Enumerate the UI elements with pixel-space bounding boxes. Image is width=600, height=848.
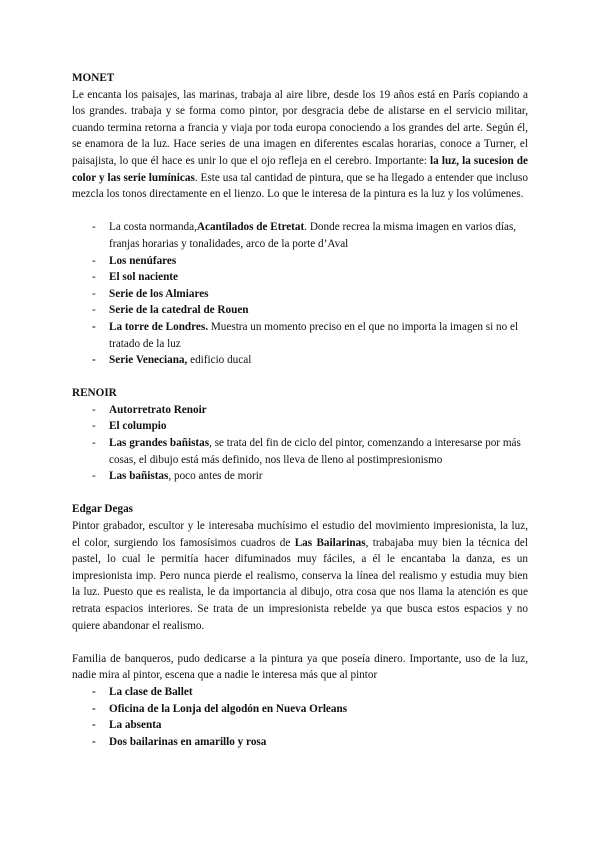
- monet-intro: Le encanta los paisajes, las marinas, trabaja al aire libre, desde los 19 años está en París copiando a los grandes. trabaja y se forma como pintor, por desgracia debe de alistarse en el servicio militar, cuando termina retorna a francia y viaja por toda europa conociendo a los grandes del arte. Según él, se enamora de la luz. Hace series de una imagen en diferentes escalas horarias, conoce a Turner, el paisajista, lo que él hace es unir lo que el ojo refleja en el cerebro. Importante:: [72, 88, 528, 167]
- list-item: [72, 269, 528, 286]
- degas-intro: Pintor grabador, escultor y le interesaba muchísimo el estudio del movimiento impresionista, la luz, el color, surgiendo los famosísimos cuadros de: [72, 520, 528, 549]
- monet-works-list: [72, 219, 528, 368]
- item-title: El columpio: [109, 420, 167, 433]
- item-title: La absenta: [109, 719, 162, 732]
- item-title: Acantilados de Etretat: [196, 221, 305, 234]
- item-title: La torre de Londres.: [109, 320, 209, 333]
- item-title: Serie de la catedral de Rouen: [109, 304, 249, 317]
- item-title: Serie Veneciana,: [109, 354, 188, 367]
- list-item: [72, 302, 528, 319]
- item-title: El sol naciente: [109, 271, 178, 284]
- item-title: Las bañistas: [109, 470, 169, 483]
- item-title: Las grandes bañistas: [109, 437, 210, 450]
- list-item: [72, 352, 528, 369]
- dash-bullet: -: [92, 403, 96, 416]
- list-item: [72, 418, 528, 435]
- dash-bullet: -: [92, 702, 96, 715]
- monet-heading: MONET: [72, 72, 115, 84]
- spacer: [72, 203, 528, 220]
- dash-bullet: -: [92, 304, 96, 317]
- item-title: Los nenúfares: [109, 254, 177, 267]
- item-text: edificio ducal: [187, 354, 252, 367]
- spacer: [72, 369, 528, 386]
- degas-paragraph: [72, 518, 528, 634]
- dash-bullet: -: [92, 735, 96, 748]
- list-item: [72, 701, 528, 718]
- list-item: [72, 684, 528, 701]
- document-page: [72, 70, 528, 750]
- monet-intro-bold: la luz, la sucesion de color y las serie lumínicas: [72, 154, 528, 184]
- dash-bullet: -: [92, 287, 96, 300]
- item-title: Dos bailarinas en amarillo y rosa: [109, 735, 267, 748]
- degas-heading: Edgar Degas: [72, 503, 134, 516]
- dash-bullet: -: [92, 221, 96, 234]
- monet-intro-tail: . Este usa tal cantidad de pintura, que se ha llegado a entender que incluso mezcla los tonos directamente en el lienzo. Lo que le interesa de la pintura es la luz y los volúmenes.: [72, 171, 528, 201]
- list-item: [72, 286, 528, 303]
- item-text: , se trata del fin de ciclo del pintor, comenzando a interesarse por más cosas, el dibujo está más definido, nos lleva de lleno al postimpresionismo: [109, 437, 521, 466]
- item-title: La clase de Ballet: [109, 685, 193, 698]
- list-item: [72, 219, 528, 252]
- degas-paragraph-2: Familia de banqueros, pudo dedicarse a la pintura ya que poseía dinero. Importante, uso de la luz, nadie mira al pintor, escena que a nadie le interesa más que al pintor: [72, 652, 528, 682]
- dash-bullet: -: [92, 420, 96, 433]
- item-title: Serie de los Almiares: [109, 287, 209, 300]
- list-item: [72, 253, 528, 270]
- item-title: Oficina de la Lonja del algodón en Nueva Orleans: [109, 702, 348, 715]
- list-item: [72, 435, 528, 468]
- degas-intro-bold: Las Bailarinas: [294, 536, 366, 549]
- dash-bullet: -: [92, 719, 96, 732]
- dash-bullet: -: [92, 271, 96, 284]
- list-item: [72, 402, 528, 419]
- degas-works-list: [72, 684, 528, 750]
- item-title: Autorretrato Renoir: [109, 403, 207, 416]
- dash-bullet: -: [92, 437, 96, 450]
- dash-bullet: -: [92, 254, 96, 267]
- spacer: [72, 485, 528, 502]
- dash-bullet: -: [92, 685, 96, 698]
- item-text: . Donde recrea la misma imagen en varios días, franjas horarias y tonalidades, arco de la porte d’Aval: [109, 221, 517, 250]
- item-text: La costa normanda,: [109, 221, 197, 234]
- dash-bullet: -: [92, 354, 96, 367]
- item-text: , poco antes de morir: [168, 470, 263, 483]
- list-item: [72, 468, 528, 485]
- degas-intro-tail: , trabajaba muy bien la técnica del pastel, lo cual le permitía hacer difuminados muy fáciles, a él le encantaba la danza, es un impresionista imp. Pero nunca pierde el realismo, conserva la línea del realismo y estudia muy bien la luz. Puesto que es realista, le da importancia al dibujo, otra cosa que nos llama la atención es que retrata espacios interiores. Se trata de un impresionista rebelde ya que busca estos espacios y no quiere abandonar el realismo.: [72, 536, 528, 632]
- list-item: [72, 717, 528, 734]
- dash-bullet: -: [92, 320, 96, 333]
- monet-paragraph: [72, 87, 528, 203]
- dash-bullet: -: [92, 470, 96, 483]
- spacer: [72, 634, 528, 651]
- renoir-works-list: [72, 402, 528, 485]
- list-item: [72, 319, 528, 352]
- item-text: Muestra un momento preciso en el que no importa la imagen si no el tratado de la luz: [109, 320, 519, 350]
- renoir-heading: RENOIR: [72, 387, 117, 400]
- list-item: [72, 734, 528, 751]
